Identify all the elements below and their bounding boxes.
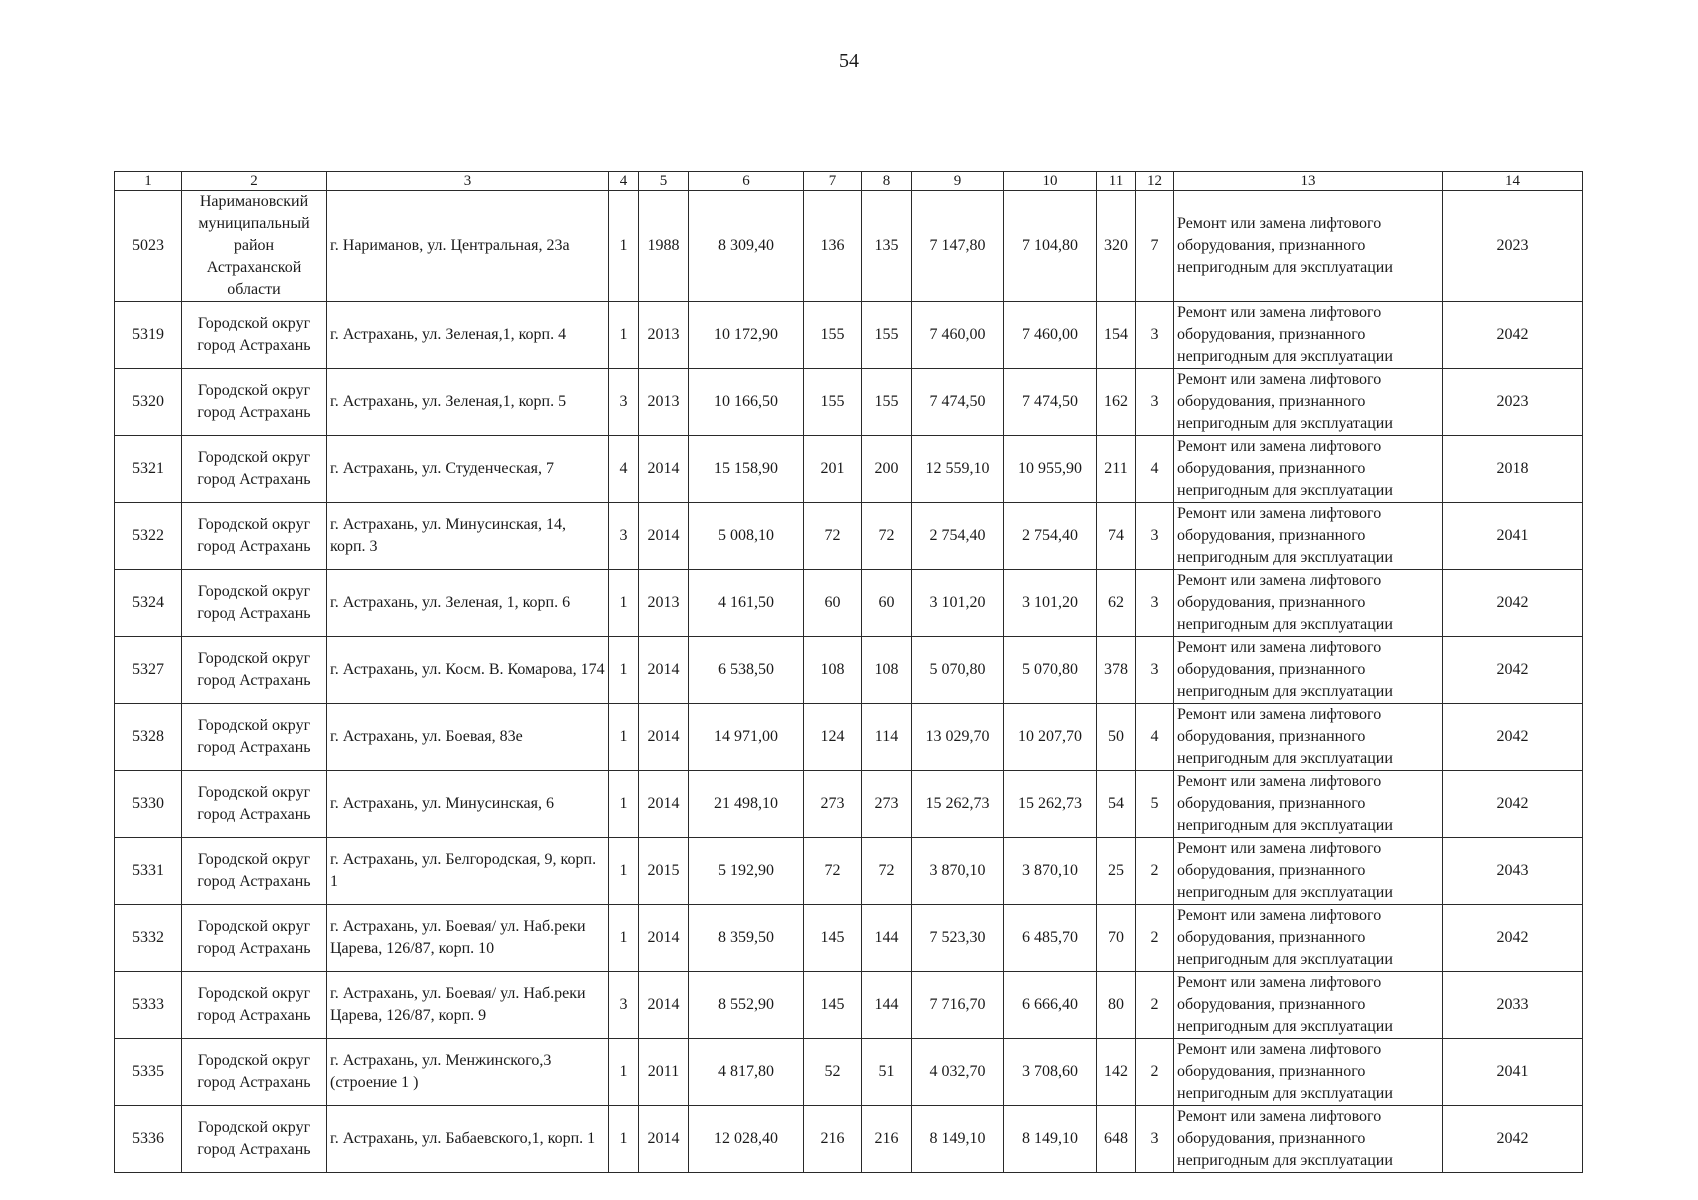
column-4-value: 1 [609, 637, 639, 704]
column-11-value: 74 [1097, 503, 1136, 570]
address: г. Астрахань, ул. Зеленая,1, корп. 5 [327, 369, 609, 436]
column-8-value: 155 [862, 369, 912, 436]
column-9-value: 8 149,10 [912, 1106, 1004, 1173]
column-header: 12 [1136, 172, 1174, 191]
record-id: 5330 [115, 771, 182, 838]
address: г. Астрахань, ул. Боевая, 83е [327, 704, 609, 771]
record-id: 5319 [115, 302, 182, 369]
column-4-value: 1 [609, 1039, 639, 1106]
column-7-value: 108 [804, 637, 862, 704]
column-11-value: 320 [1097, 191, 1136, 302]
municipality: Городской округ город Астрахань [182, 369, 327, 436]
column-12-value: 2 [1136, 972, 1174, 1039]
address: г. Астрахань, ул. Бабаевского,1, корп. 1 [327, 1106, 609, 1173]
table-row [115, 503, 1583, 570]
address: г. Астрахань, ул. Студенческая, 7 [327, 436, 609, 503]
column-4-value: 4 [609, 436, 639, 503]
column-7-value: 124 [804, 704, 862, 771]
column-7-value: 201 [804, 436, 862, 503]
record-id: 5332 [115, 905, 182, 972]
column-9-value: 7 474,50 [912, 369, 1004, 436]
table-row [115, 1106, 1583, 1173]
address: г. Астрахань, ул. Минусинская, 14, корп. 3 [327, 503, 609, 570]
record-id: 5328 [115, 704, 182, 771]
work-type: Ремонт или замена лифтового оборудования, признанного непригодным для эксплуатации [1174, 191, 1443, 302]
record-id: 5023 [115, 191, 182, 302]
municipality: Городской округ город Астрахань [182, 302, 327, 369]
column-12-value: 4 [1136, 704, 1174, 771]
column-9-value: 13 029,70 [912, 704, 1004, 771]
record-id: 5327 [115, 637, 182, 704]
column-12-value: 3 [1136, 302, 1174, 369]
column-8-value: 114 [862, 704, 912, 771]
work-type: Ремонт или замена лифтового оборудования, признанного непригодным для эксплуатации [1174, 771, 1443, 838]
column-6-value: 10 172,90 [689, 302, 804, 369]
work-type: Ремонт или замена лифтового оборудования, признанного непригодным для эксплуатации [1174, 570, 1443, 637]
commissioning-year: 2011 [639, 1039, 689, 1106]
table-row [115, 1039, 1583, 1106]
column-10-value: 3 708,60 [1004, 1039, 1097, 1106]
column-4-value: 1 [609, 771, 639, 838]
column-9-value: 3 870,10 [912, 838, 1004, 905]
work-type: Ремонт или замена лифтового оборудования, признанного непригодным для эксплуатации [1174, 503, 1443, 570]
column-6-value: 14 971,00 [689, 704, 804, 771]
column-12-value: 2 [1136, 905, 1174, 972]
column-10-value: 8 149,10 [1004, 1106, 1097, 1173]
commissioning-year: 2014 [639, 637, 689, 704]
column-4-value: 3 [609, 369, 639, 436]
table-row [115, 972, 1583, 1039]
planned-year: 2042 [1443, 704, 1583, 771]
municipality: Городской округ город Астрахань [182, 436, 327, 503]
record-id: 5335 [115, 1039, 182, 1106]
municipality: Городской округ город Астрахань [182, 771, 327, 838]
column-11-value: 25 [1097, 838, 1136, 905]
column-8-value: 60 [862, 570, 912, 637]
column-10-value: 7 104,80 [1004, 191, 1097, 302]
municipality: Городской округ город Астрахань [182, 838, 327, 905]
column-4-value: 1 [609, 704, 639, 771]
column-11-value: 70 [1097, 905, 1136, 972]
address: г. Астрахань, ул. Менжинского,3 (строение 1 ) [327, 1039, 609, 1106]
column-header: 4 [609, 172, 639, 191]
planned-year: 2018 [1443, 436, 1583, 503]
column-8-value: 273 [862, 771, 912, 838]
work-type: Ремонт или замена лифтового оборудования, признанного непригодным для эксплуатации [1174, 637, 1443, 704]
column-4-value: 1 [609, 905, 639, 972]
column-12-value: 3 [1136, 637, 1174, 704]
planned-year: 2042 [1443, 905, 1583, 972]
column-4-value: 1 [609, 838, 639, 905]
column-11-value: 162 [1097, 369, 1136, 436]
municipality: Городской округ город Астрахань [182, 637, 327, 704]
commissioning-year: 2013 [639, 369, 689, 436]
column-6-value: 15 158,90 [689, 436, 804, 503]
address: г. Астрахань, ул. Косм. В. Комарова, 174 [327, 637, 609, 704]
column-4-value: 1 [609, 191, 639, 302]
column-7-value: 52 [804, 1039, 862, 1106]
column-7-value: 72 [804, 838, 862, 905]
column-12-value: 3 [1136, 503, 1174, 570]
column-6-value: 5 192,90 [689, 838, 804, 905]
record-id: 5324 [115, 570, 182, 637]
column-8-value: 108 [862, 637, 912, 704]
column-11-value: 80 [1097, 972, 1136, 1039]
column-number-header-row [115, 172, 1583, 191]
column-10-value: 3 870,10 [1004, 838, 1097, 905]
column-10-value: 7 460,00 [1004, 302, 1097, 369]
commissioning-year: 1988 [639, 191, 689, 302]
column-12-value: 7 [1136, 191, 1174, 302]
column-header: 11 [1097, 172, 1136, 191]
column-10-value: 5 070,80 [1004, 637, 1097, 704]
work-type: Ремонт или замена лифтового оборудования, признанного непригодным для эксплуатации [1174, 1039, 1443, 1106]
column-8-value: 72 [862, 503, 912, 570]
column-10-value: 2 754,40 [1004, 503, 1097, 570]
column-4-value: 3 [609, 972, 639, 1039]
record-id: 5331 [115, 838, 182, 905]
planned-year: 2042 [1443, 570, 1583, 637]
table-row [115, 838, 1583, 905]
column-7-value: 155 [804, 302, 862, 369]
column-header: 13 [1174, 172, 1443, 191]
column-7-value: 136 [804, 191, 862, 302]
address: г. Астрахань, ул. Минусинская, 6 [327, 771, 609, 838]
column-header: 7 [804, 172, 862, 191]
column-6-value: 8 359,50 [689, 905, 804, 972]
column-6-value: 21 498,10 [689, 771, 804, 838]
commissioning-year: 2014 [639, 704, 689, 771]
column-6-value: 4 817,80 [689, 1039, 804, 1106]
page-number: 54 [839, 50, 859, 72]
table-row [115, 704, 1583, 771]
column-11-value: 54 [1097, 771, 1136, 838]
column-7-value: 60 [804, 570, 862, 637]
column-7-value: 273 [804, 771, 862, 838]
column-10-value: 3 101,20 [1004, 570, 1097, 637]
column-9-value: 15 262,73 [912, 771, 1004, 838]
column-header: 2 [182, 172, 327, 191]
work-type: Ремонт или замена лифтового оборудования, признанного непригодным для эксплуатации [1174, 704, 1443, 771]
planned-year: 2041 [1443, 503, 1583, 570]
commissioning-year: 2014 [639, 1106, 689, 1173]
work-type: Ремонт или замена лифтового оборудования, признанного непригодным для эксплуатации [1174, 302, 1443, 369]
column-8-value: 200 [862, 436, 912, 503]
table-row [115, 637, 1583, 704]
commissioning-year: 2013 [639, 302, 689, 369]
record-id: 5322 [115, 503, 182, 570]
address: г. Астрахань, ул. Боевая/ ул. Наб.реки Царева, 126/87, корп. 10 [327, 905, 609, 972]
address: г. Астрахань, ул. Белгородская, 9, корп. 1 [327, 838, 609, 905]
work-type: Ремонт или замена лифтового оборудования, признанного непригодным для эксплуатации [1174, 972, 1443, 1039]
column-7-value: 145 [804, 972, 862, 1039]
address: г. Астрахань, ул. Зеленая,1, корп. 4 [327, 302, 609, 369]
table-row [115, 771, 1583, 838]
commissioning-year: 2014 [639, 503, 689, 570]
column-12-value: 2 [1136, 838, 1174, 905]
column-header: 9 [912, 172, 1004, 191]
municipality: Городской округ город Астрахань [182, 704, 327, 771]
table-row [115, 436, 1583, 503]
column-8-value: 144 [862, 972, 912, 1039]
municipality: Городской округ город Астрахань [182, 972, 327, 1039]
column-header: 1 [115, 172, 182, 191]
column-header: 8 [862, 172, 912, 191]
column-9-value: 7 523,30 [912, 905, 1004, 972]
column-6-value: 6 538,50 [689, 637, 804, 704]
column-10-value: 6 666,40 [1004, 972, 1097, 1039]
column-12-value: 2 [1136, 1039, 1174, 1106]
column-header: 5 [639, 172, 689, 191]
commissioning-year: 2014 [639, 436, 689, 503]
column-10-value: 15 262,73 [1004, 771, 1097, 838]
column-6-value: 8 552,90 [689, 972, 804, 1039]
column-8-value: 135 [862, 191, 912, 302]
housing-register-table [114, 171, 1583, 1173]
column-11-value: 142 [1097, 1039, 1136, 1106]
commissioning-year: 2013 [639, 570, 689, 637]
planned-year: 2042 [1443, 637, 1583, 704]
column-7-value: 155 [804, 369, 862, 436]
column-9-value: 12 559,10 [912, 436, 1004, 503]
column-9-value: 2 754,40 [912, 503, 1004, 570]
work-type: Ремонт или замена лифтового оборудования, признанного непригодным для эксплуатации [1174, 1106, 1443, 1173]
column-10-value: 10 207,70 [1004, 704, 1097, 771]
commissioning-year: 2014 [639, 972, 689, 1039]
commissioning-year: 2014 [639, 771, 689, 838]
column-11-value: 378 [1097, 637, 1136, 704]
column-11-value: 62 [1097, 570, 1136, 637]
column-8-value: 144 [862, 905, 912, 972]
column-8-value: 72 [862, 838, 912, 905]
column-8-value: 216 [862, 1106, 912, 1173]
record-id: 5333 [115, 972, 182, 1039]
planned-year: 2042 [1443, 302, 1583, 369]
table-row [115, 302, 1583, 369]
municipality: Городской округ город Астрахань [182, 503, 327, 570]
planned-year: 2042 [1443, 771, 1583, 838]
column-9-value: 7 460,00 [912, 302, 1004, 369]
column-header: 6 [689, 172, 804, 191]
table-row [115, 570, 1583, 637]
planned-year: 2043 [1443, 838, 1583, 905]
work-type: Ремонт или замена лифтового оборудования, признанного непригодным для эксплуатации [1174, 905, 1443, 972]
column-6-value: 4 161,50 [689, 570, 804, 637]
column-7-value: 72 [804, 503, 862, 570]
column-4-value: 1 [609, 570, 639, 637]
column-6-value: 12 028,40 [689, 1106, 804, 1173]
column-9-value: 3 101,20 [912, 570, 1004, 637]
column-header: 3 [327, 172, 609, 191]
address: г. Астрахань, ул. Боевая/ ул. Наб.реки Царева, 126/87, корп. 9 [327, 972, 609, 1039]
column-6-value: 8 309,40 [689, 191, 804, 302]
record-id: 5321 [115, 436, 182, 503]
column-6-value: 10 166,50 [689, 369, 804, 436]
column-12-value: 3 [1136, 369, 1174, 436]
municipality: Городской округ город Астрахань [182, 905, 327, 972]
planned-year: 2023 [1443, 369, 1583, 436]
column-7-value: 145 [804, 905, 862, 972]
municipality: Городской округ город Астрахань [182, 1106, 327, 1173]
column-9-value: 5 070,80 [912, 637, 1004, 704]
column-12-value: 4 [1136, 436, 1174, 503]
column-header: 14 [1443, 172, 1583, 191]
record-id: 5336 [115, 1106, 182, 1173]
planned-year: 2042 [1443, 1106, 1583, 1173]
column-7-value: 216 [804, 1106, 862, 1173]
municipality: Наримановский муниципальный район Астраханской области [182, 191, 327, 302]
column-11-value: 211 [1097, 436, 1136, 503]
column-12-value: 5 [1136, 771, 1174, 838]
planned-year: 2023 [1443, 191, 1583, 302]
column-9-value: 7 147,80 [912, 191, 1004, 302]
work-type: Ремонт или замена лифтового оборудования, признанного непригодным для эксплуатации [1174, 369, 1443, 436]
column-4-value: 3 [609, 503, 639, 570]
column-4-value: 1 [609, 302, 639, 369]
column-10-value: 10 955,90 [1004, 436, 1097, 503]
table-row [115, 905, 1583, 972]
column-11-value: 648 [1097, 1106, 1136, 1173]
address: г. Нариманов, ул. Центральная, 23а [327, 191, 609, 302]
work-type: Ремонт или замена лифтового оборудования, признанного непригодным для эксплуатации [1174, 436, 1443, 503]
address: г. Астрахань, ул. Зеленая, 1, корп. 6 [327, 570, 609, 637]
column-10-value: 6 485,70 [1004, 905, 1097, 972]
column-12-value: 3 [1136, 570, 1174, 637]
column-6-value: 5 008,10 [689, 503, 804, 570]
column-4-value: 1 [609, 1106, 639, 1173]
column-10-value: 7 474,50 [1004, 369, 1097, 436]
column-11-value: 50 [1097, 704, 1136, 771]
column-8-value: 51 [862, 1039, 912, 1106]
commissioning-year: 2014 [639, 905, 689, 972]
table-row [115, 191, 1583, 302]
planned-year: 2033 [1443, 972, 1583, 1039]
column-8-value: 155 [862, 302, 912, 369]
municipality: Городской округ город Астрахань [182, 570, 327, 637]
column-11-value: 154 [1097, 302, 1136, 369]
column-9-value: 7 716,70 [912, 972, 1004, 1039]
planned-year: 2041 [1443, 1039, 1583, 1106]
municipality: Городской округ город Астрахань [182, 1039, 327, 1106]
record-id: 5320 [115, 369, 182, 436]
column-9-value: 4 032,70 [912, 1039, 1004, 1106]
commissioning-year: 2015 [639, 838, 689, 905]
column-12-value: 3 [1136, 1106, 1174, 1173]
work-type: Ремонт или замена лифтового оборудования, признанного непригодным для эксплуатации [1174, 838, 1443, 905]
column-header: 10 [1004, 172, 1097, 191]
table-row [115, 369, 1583, 436]
